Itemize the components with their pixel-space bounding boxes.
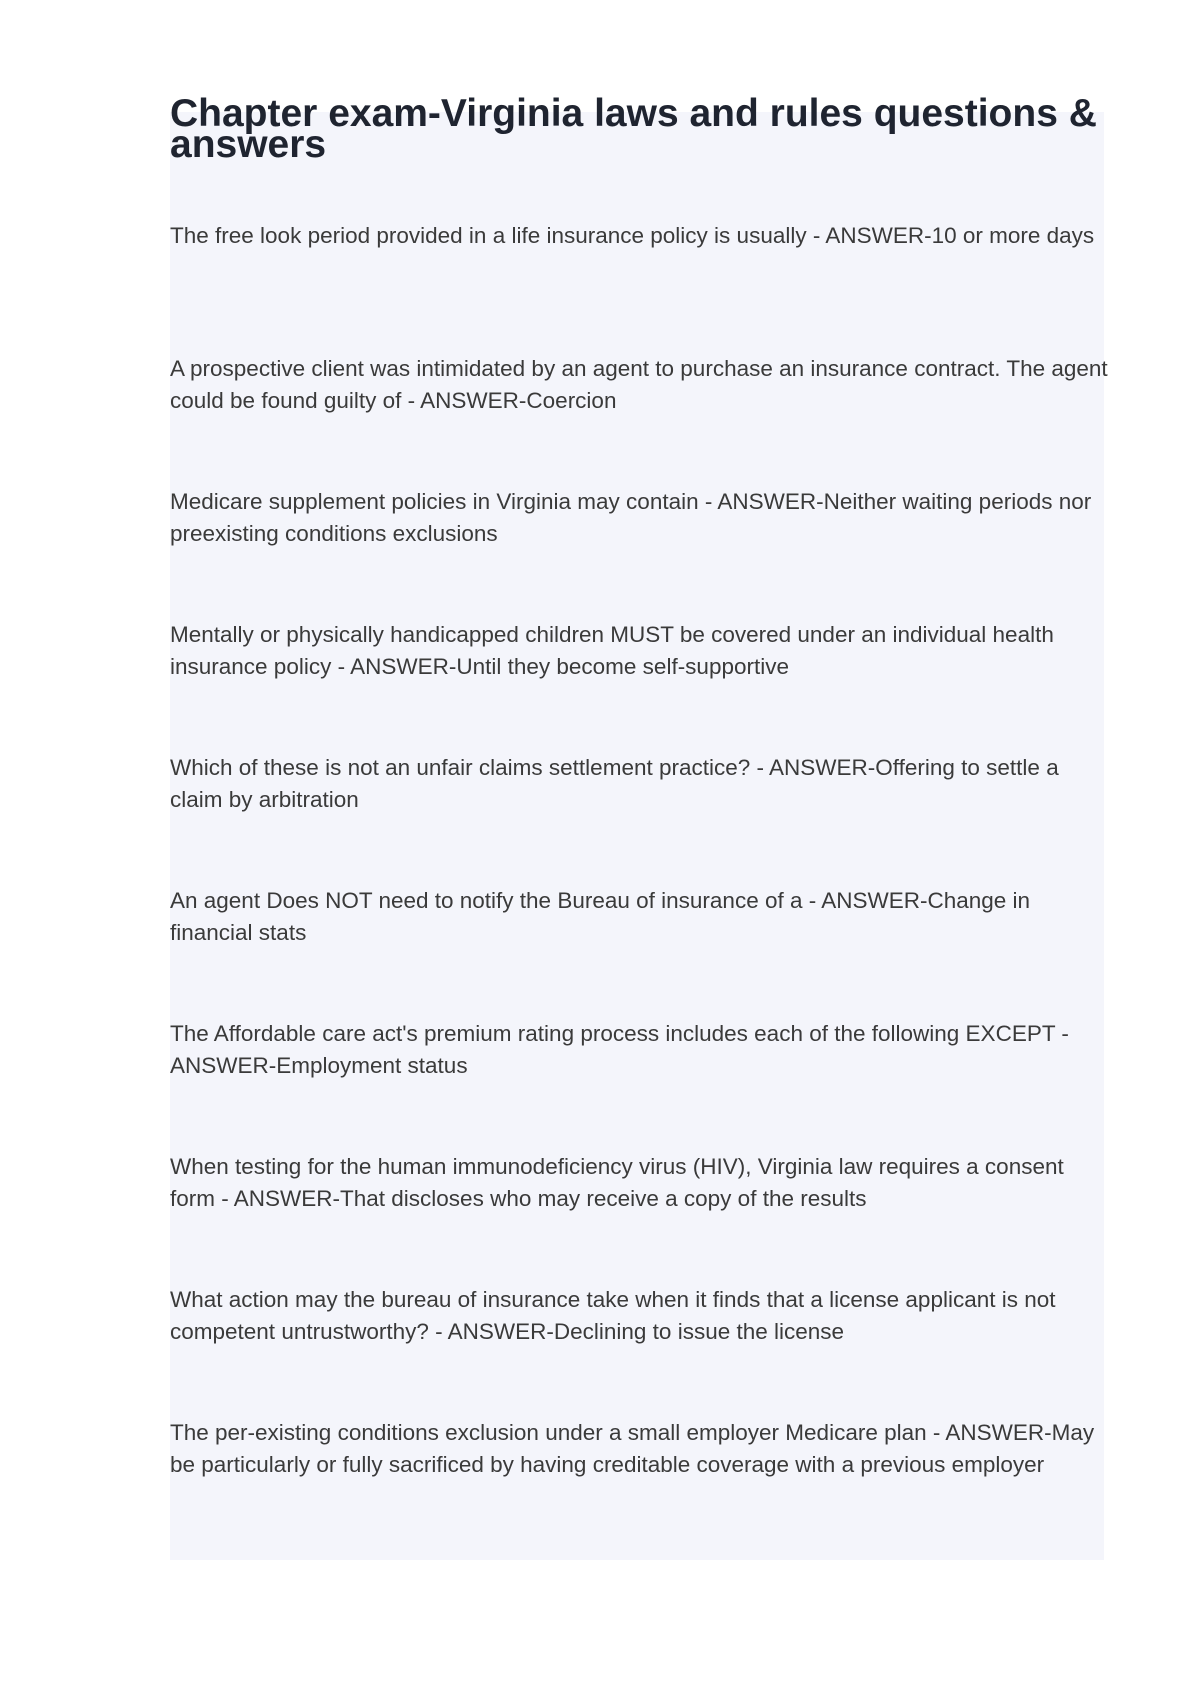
qa-text: Mentally or physically handicapped children MUST be covered under an individual health insurance policy - ANSWER-Until they become self-supportive [170, 622, 1054, 679]
qa-text: A prospective client was intimidated by an agent to purchase an insurance contract. The agent could be found guilty of - ANSWER-Coercion [170, 356, 1108, 413]
qa-item [170, 885, 1110, 1018]
qa-text: An agent Does NOT need to notify the Bureau of insurance of a - ANSWER-Change in financial stats [170, 888, 1031, 945]
qa-text: Medicare supplement policies in Virginia may contain - ANSWER-Neither waiting periods nor preexisting conditions exclusions [170, 489, 1092, 546]
qa-item [170, 353, 1110, 486]
qa-item [170, 1284, 1110, 1417]
qa-item [170, 619, 1110, 752]
qa-item [170, 220, 1110, 353]
qa-text: The free look period provided in a life insurance policy is usually - ANSWER-10 or more days [170, 223, 1095, 248]
qa-item [170, 486, 1110, 619]
qa-item [170, 1018, 1110, 1151]
qa-text: When testing for the human immunodeficiency virus (HIV), Virginia law requires a consent form - ANSWER-That discloses who may receive a copy of the results [170, 1154, 1064, 1211]
qa-list [170, 220, 1110, 1550]
qa-text: The per-existing conditions exclusion under a small employer Medicare plan - ANSWER-May be particularly or fully sacrificed by having creditable coverage with a previous employer [170, 1420, 1095, 1477]
qa-text: Which of these is not an unfair claims settlement practice? - ANSWER-Offering to settle a claim by arbitration [170, 755, 1059, 812]
document-title: Chapter exam-Virginia laws and rules questions & answers [170, 92, 1097, 166]
qa-item [170, 1417, 1110, 1550]
qa-text: What action may the bureau of insurance take when it finds that a license applicant is not competent untrustworthy? - ANSWER-Declining to issue the license [170, 1287, 1056, 1344]
qa-item [170, 1151, 1110, 1284]
qa-item [170, 752, 1110, 885]
qa-text: The Affordable care act's premium rating process includes each of the following EXCEPT - ANSWER-Employment status [170, 1021, 1069, 1078]
